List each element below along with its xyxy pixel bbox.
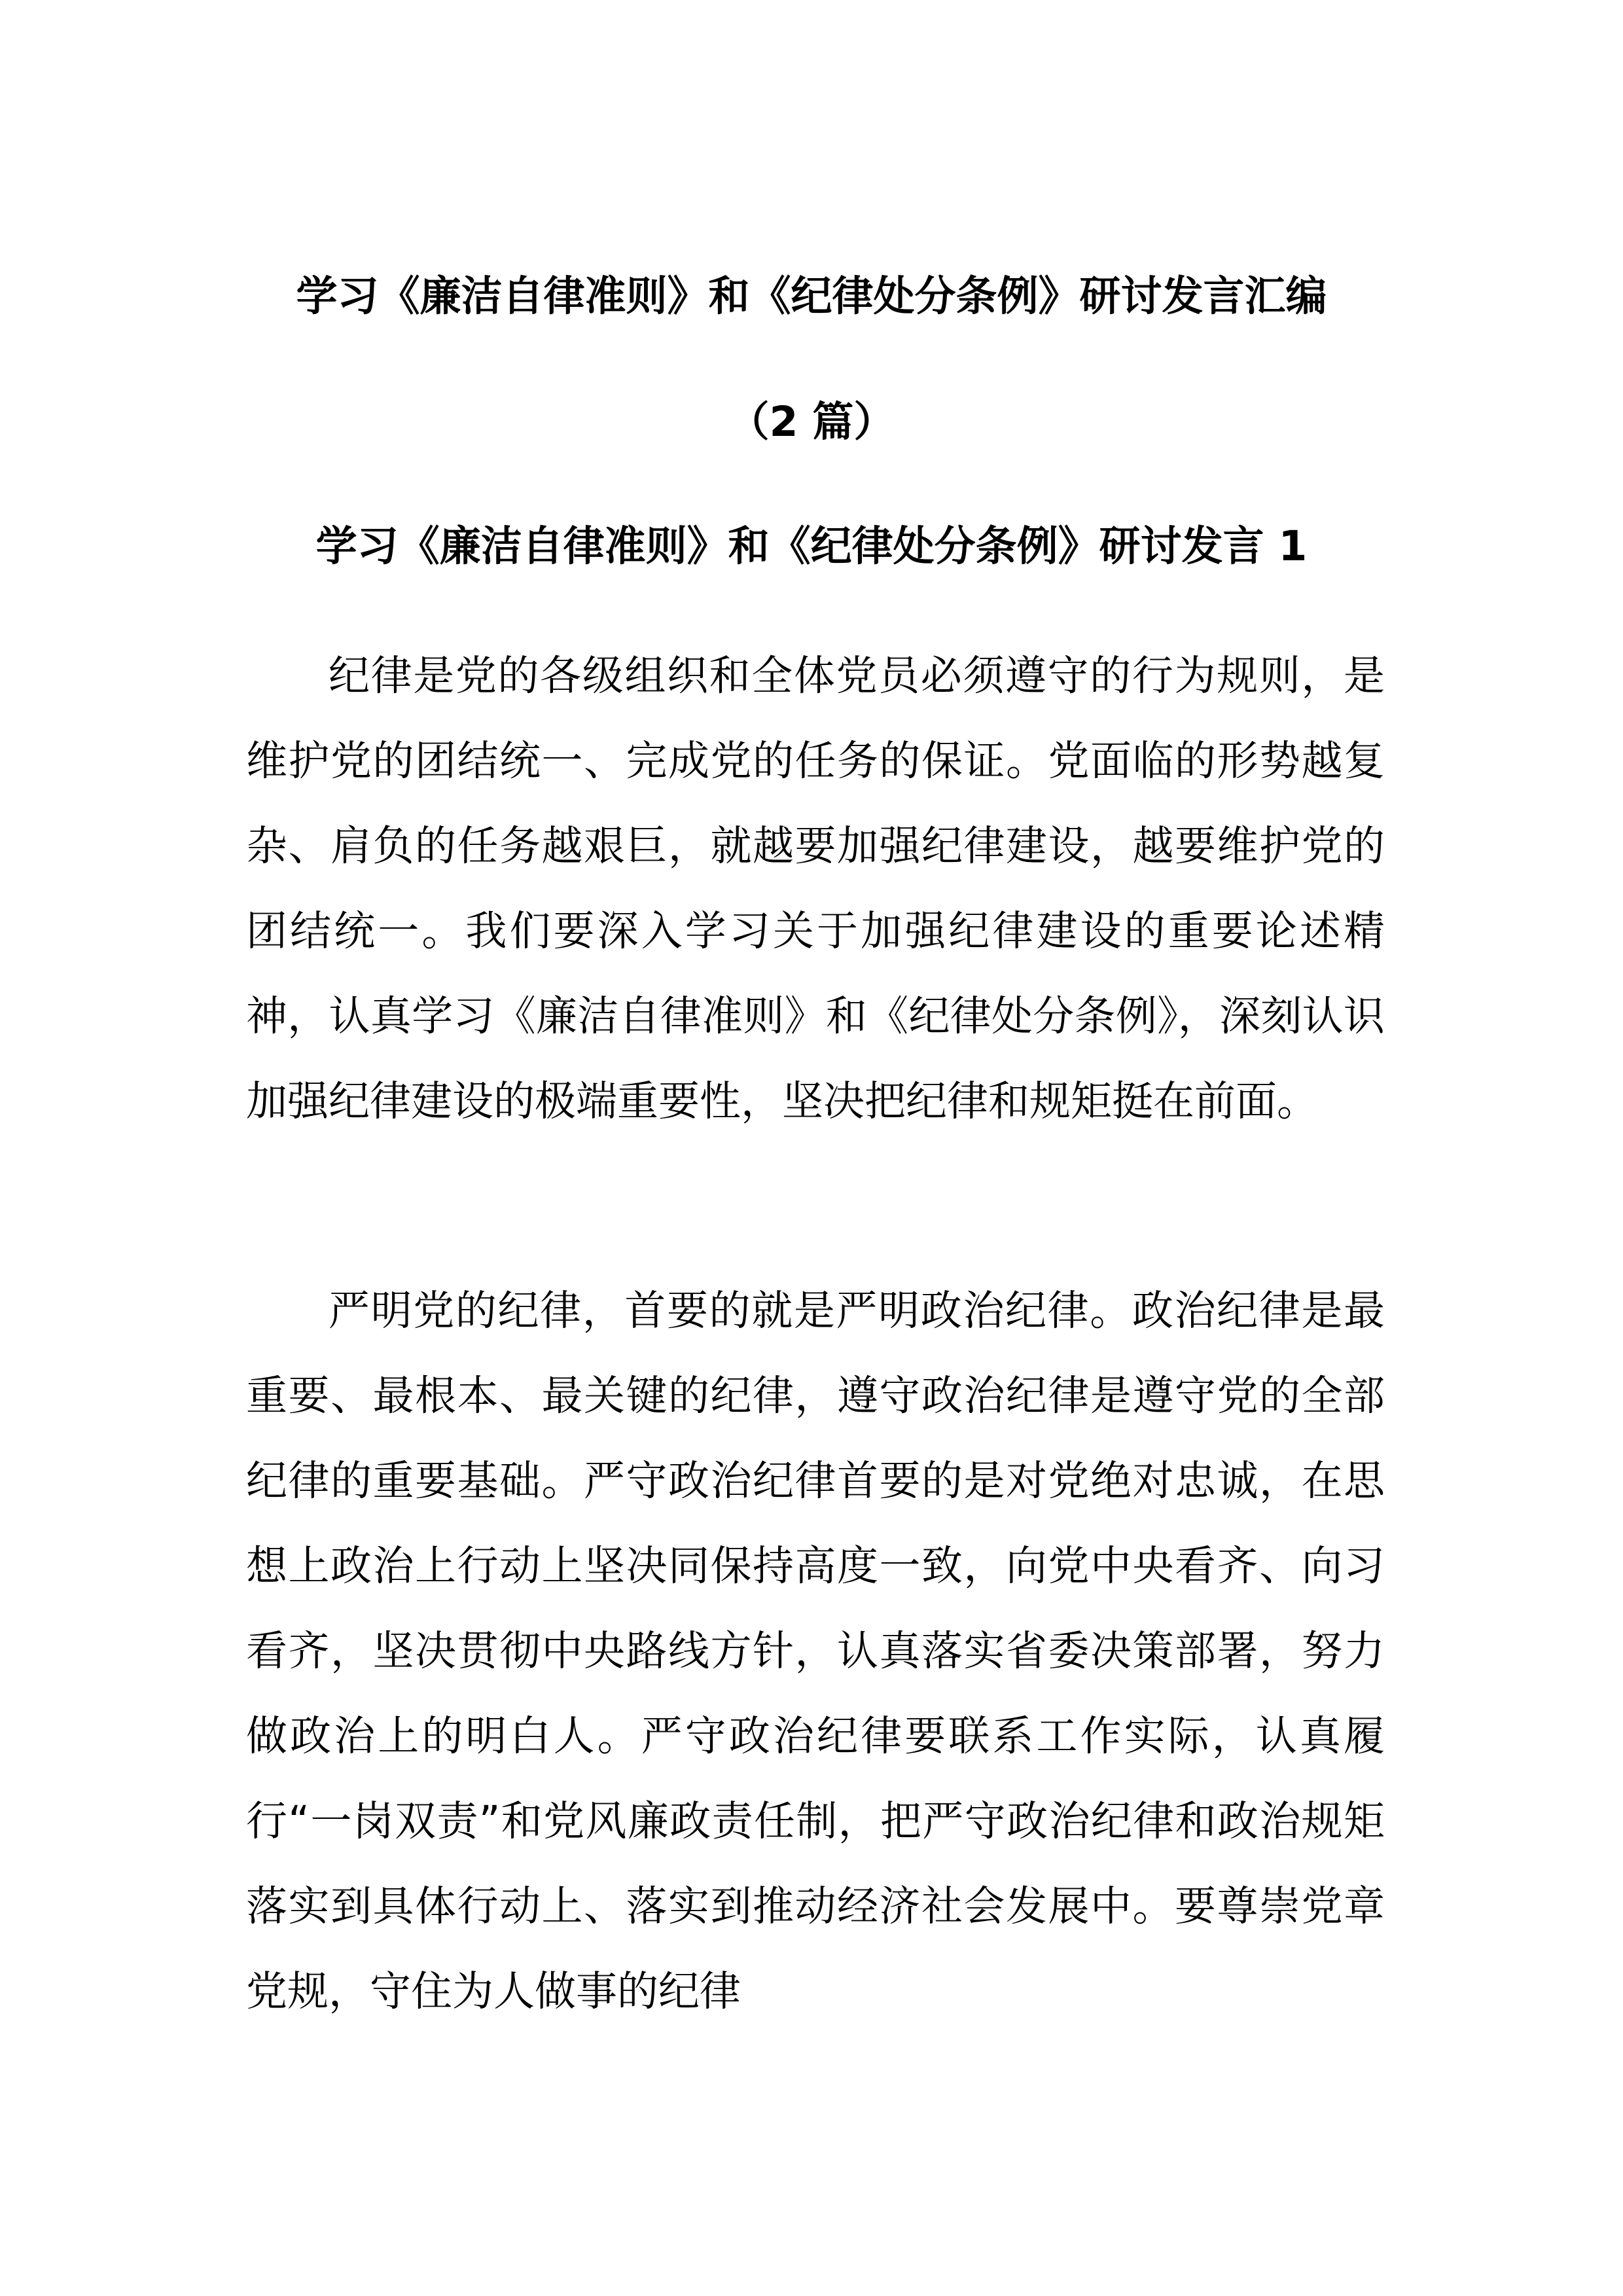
- section-title: 学习《廉洁自律准则》和《纪律处分条例》研讨发言 1: [315, 522, 1308, 570]
- body-paragraph-2: 严明党的纪律，首要的就是严明政治纪律。政治纪律是最重要、最根本、最关键的纪律，遵守政治纪律是遵守党的全部纪律的重要基础。严守政治纪律首要的是对党绝对忠诚，在思想上政治上行动上坚决同保持高度一致，向党中央看齐、向习看齐，坚决贯彻中央路线方针，认真落实省委决策部署，努力做政治上的明白人。严守政治纪律要联系工作实际，认真履行“一岗双责”和党风廉政责任制，把严守政治纪律和政治规矩落实到具体行动上、落实到推动经济社会发展中。要尊崇党章党规，守住为人做事的纪律: [246, 1287, 1385, 2015]
- document-title: 学习《廉洁自律准则》和《纪律处分条例》研讨发言汇编: [296, 272, 1327, 320]
- document-title-count: （2 篇）: [728, 398, 895, 446]
- body-paragraph-1: 纪律是党的各级组织和全体党员必须遵守的行为规则，是维护党的团结统一、完成党的任务的保证。党面临的形势越复杂、肩负的任务越艰巨，就越要加强纪律建设，越要维护党的团结统一。我们要深入学习关于加强纪律建设的重要论述精神，认真学习《廉洁自律准则》和《纪律处分条例》，深刻认识加强纪律建设的极端重要性，坚决把纪律和规矩挺在前面。: [246, 652, 1385, 1125]
